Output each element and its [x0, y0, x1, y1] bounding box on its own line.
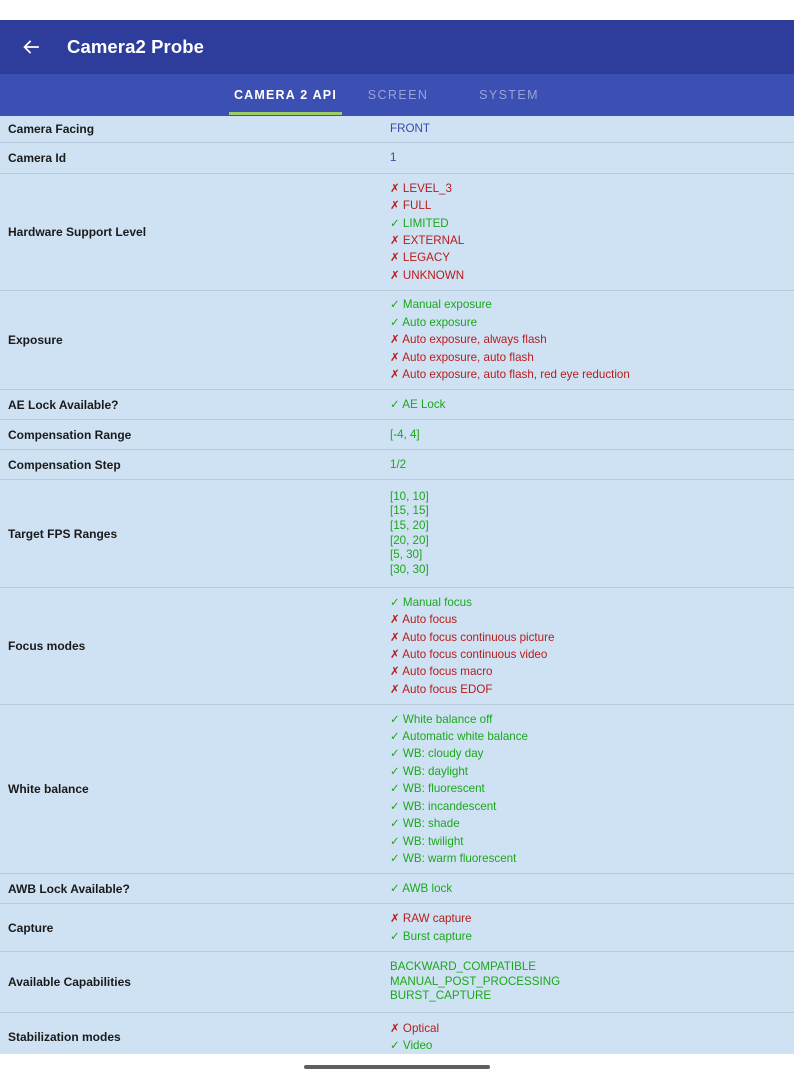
row-value: ✗ Auto focus EDOF: [390, 682, 493, 696]
row-value: ✗ Auto focus continuous picture: [390, 630, 555, 644]
row-label: Compensation Range: [8, 427, 132, 442]
row-values: [390, 450, 406, 479]
row-value: ✗ LEGACY: [390, 251, 450, 265]
list-item: [0, 390, 794, 420]
list-item: [0, 174, 794, 291]
list-item: [0, 450, 794, 480]
app-title: Camera2 Probe: [67, 36, 205, 57]
tab-indicator: [229, 112, 342, 115]
status-bar: [0, 0, 794, 20]
home-gesture-handle[interactable]: [304, 1065, 490, 1069]
row-value: ✓ Auto exposure: [390, 315, 478, 329]
list-item: [0, 116, 794, 143]
tab-screen[interactable]: SCREEN: [367, 88, 429, 102]
list-item: [0, 952, 794, 1013]
row-values: [390, 874, 452, 903]
row-value: ✗ Optical: [390, 1021, 440, 1035]
row-value: ✗ LEVEL_3: [390, 181, 452, 195]
row-values: [390, 116, 430, 142]
row-label: Camera Facing: [8, 122, 95, 136]
list-item: [0, 588, 794, 705]
row-value: ✗ Auto exposure, auto flash, red eye reduction: [390, 368, 630, 382]
list-item: [0, 1013, 794, 1054]
list-item: [0, 874, 794, 904]
row-values: [390, 904, 472, 951]
camera-info-list[interactable]: [0, 116, 794, 1054]
list-item: [0, 291, 794, 390]
row-value: ✓ White balance off: [390, 712, 493, 726]
row-value: [10, 10]: [390, 489, 429, 503]
row-value: [5, 30]: [390, 548, 423, 562]
tab-bar: [0, 74, 794, 116]
row-value: ✓ Automatic white balance: [390, 730, 528, 744]
row-label: Camera Id: [8, 151, 67, 165]
list-item: [0, 904, 794, 952]
row-value: ✓ WB: shade: [390, 817, 460, 831]
row-values: [390, 588, 554, 704]
row-label: Capture: [8, 920, 54, 935]
app-bar: [0, 20, 794, 74]
row-value: BACKWARD_COMPATIBLE: [390, 960, 537, 974]
row-values: [390, 480, 429, 587]
back-button[interactable]: [19, 35, 43, 59]
row-value: ✓ WB: fluorescent: [390, 782, 485, 796]
row-value: [30, 30]: [390, 562, 429, 576]
row-label: AWB Lock Available?: [8, 881, 130, 896]
row-values: [390, 1013, 439, 1054]
row-label: White balance: [8, 782, 89, 796]
row-value: 1/2: [390, 457, 407, 471]
row-values: [390, 420, 420, 449]
row-values: [390, 174, 464, 290]
row-label: Hardware Support Level: [8, 225, 147, 239]
row-value: [15, 15]: [390, 504, 429, 518]
row-value: ✗ Auto focus: [390, 613, 458, 627]
list-item: [0, 420, 794, 450]
row-value: ✗ FULL: [390, 199, 432, 213]
row-value: BURST_CAPTURE: [390, 989, 492, 1003]
list-item: [0, 480, 794, 588]
row-value: [20, 20]: [390, 533, 429, 547]
row-values: [390, 952, 560, 1012]
row-value: FRONT: [390, 122, 430, 136]
row-value: ✓ Manual exposure: [390, 298, 492, 312]
row-value: ✓ AE Lock: [390, 397, 446, 411]
row-values: [390, 291, 630, 389]
row-label: Stabilization modes: [8, 1030, 121, 1044]
row-values: [390, 143, 396, 173]
row-value: ✓ WB: daylight: [390, 764, 469, 778]
row-label: Focus modes: [8, 639, 86, 653]
row-value: ✓ Burst capture: [390, 929, 472, 943]
row-value: [-4, 4]: [390, 427, 420, 441]
row-value: ✓ WB: twilight: [390, 834, 464, 848]
row-value: ✗ RAW capture: [390, 912, 472, 926]
tab-camera2-api[interactable]: CAMERA 2 API: [233, 88, 338, 102]
row-label: Available Capabilities: [8, 975, 131, 989]
row-value: ✓ WB: cloudy day: [390, 747, 484, 761]
row-value: ✗ Auto focus macro: [390, 665, 493, 679]
navigation-bar: [0, 1054, 794, 1080]
row-label: Compensation Step: [8, 457, 121, 472]
list-item: [0, 705, 794, 874]
back-arrow-icon: [23, 40, 39, 54]
row-value: 1: [390, 151, 397, 165]
row-value: ✓ WB: incandescent: [390, 799, 497, 813]
row-value: ✗ UNKNOWN: [390, 268, 465, 282]
row-value: ✓ Manual focus: [390, 595, 472, 609]
row-label: Exposure: [8, 333, 63, 347]
row-value: ✗ EXTERNAL: [390, 234, 465, 247]
row-value: ✗ Auto exposure, always flash: [390, 333, 547, 347]
tab-system[interactable]: SYSTEM: [479, 88, 539, 102]
row-value: ✗ Auto exposure, auto flash: [390, 350, 534, 364]
row-value: ✓ LIMITED: [390, 216, 449, 230]
row-label: AE Lock Available?: [8, 397, 119, 412]
row-value: ✓ WB: warm fluorescent: [390, 851, 517, 865]
row-label: Target FPS Ranges: [8, 526, 118, 541]
row-values: [390, 705, 528, 873]
row-values: [390, 390, 445, 419]
row-value: ✗ Auto focus continuous video: [390, 648, 548, 661]
list-item: [0, 143, 794, 174]
row-value: ✓ Video: [390, 1039, 433, 1052]
row-value: [15, 20]: [390, 518, 429, 532]
row-value: ✓ AWB lock: [390, 881, 453, 895]
row-value: MANUAL_POST_PROCESSING: [390, 974, 561, 988]
